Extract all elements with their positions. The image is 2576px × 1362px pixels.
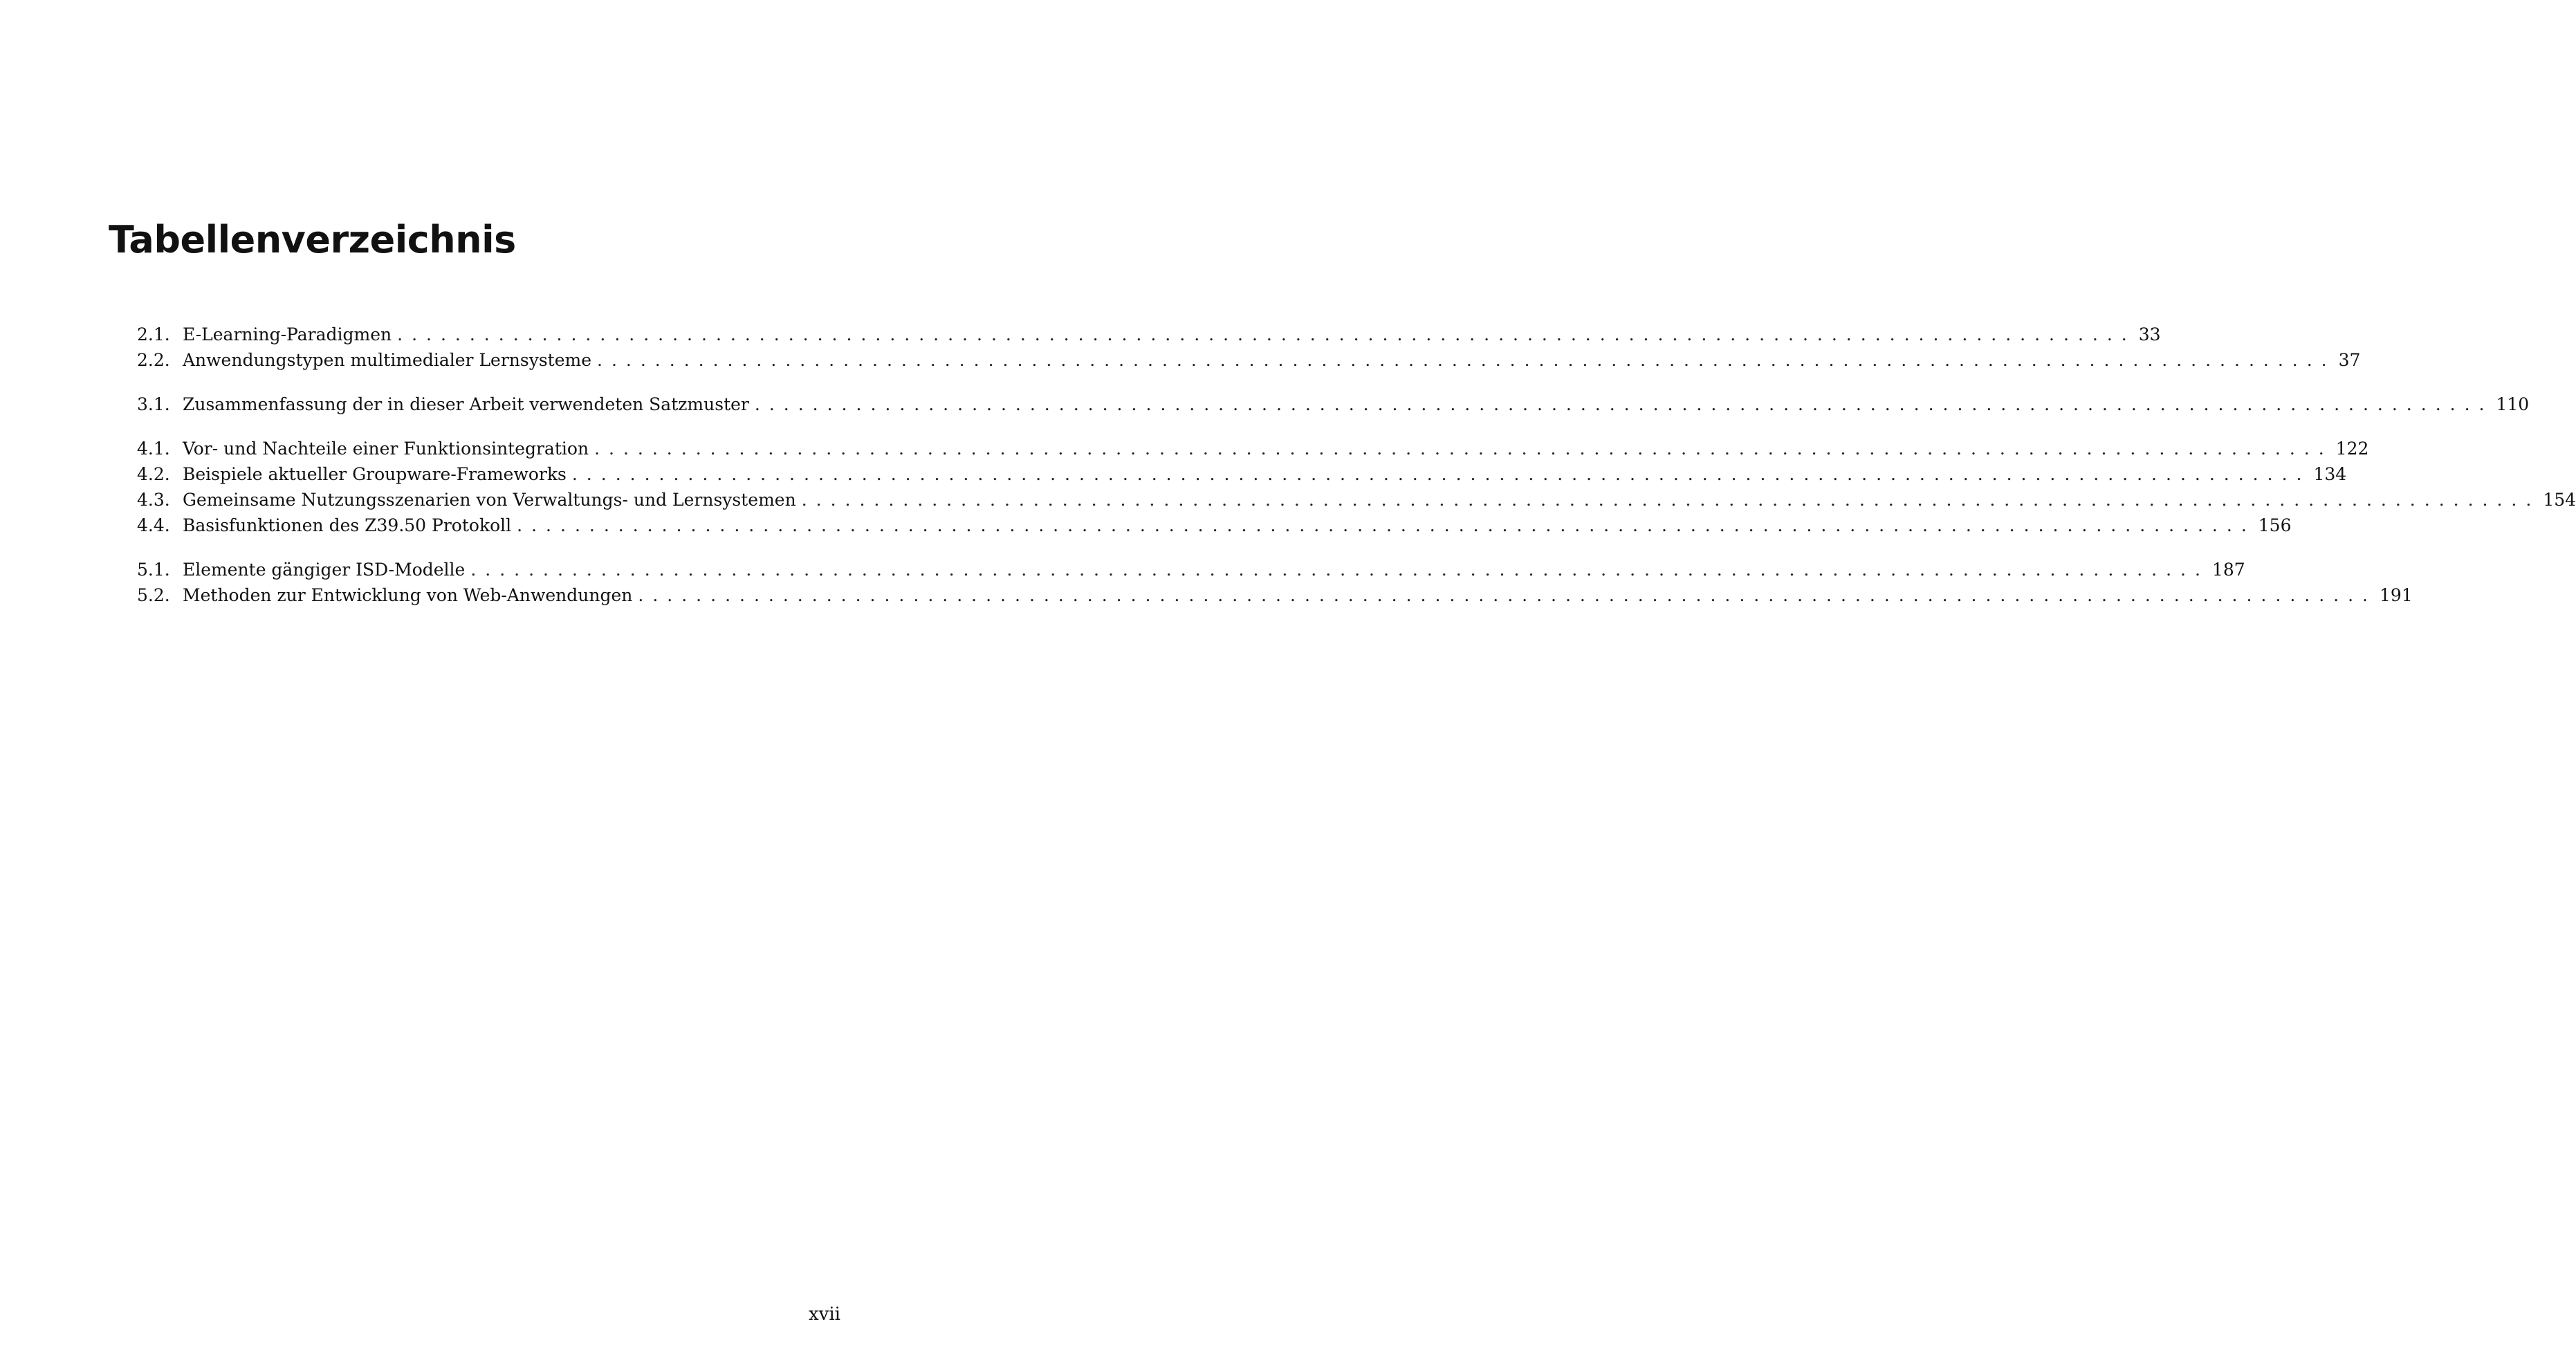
toc-entry-number: 2.2. xyxy=(137,350,170,370)
toc-entry-page: 33 xyxy=(2138,324,2161,344)
toc-entry-title: Methoden zur Entwicklung von Web-Anwendungen xyxy=(183,585,633,605)
toc-entry-title: Basisfunktionen des Z39.50 Protokoll xyxy=(183,515,512,535)
dot-leader: ........................................................................................................................ xyxy=(754,394,2494,414)
toc-entry[interactable] xyxy=(137,322,2161,347)
toc-entry-title: Beispiele aktueller Groupware-Frameworks xyxy=(183,464,567,484)
toc-entry-number: 2.1. xyxy=(137,324,170,344)
toc-entry[interactable] xyxy=(137,392,2530,417)
toc-entry[interactable] xyxy=(137,436,2369,461)
toc-entry-page: 187 xyxy=(2211,560,2245,580)
toc-entry-number: 4.1. xyxy=(137,439,170,459)
toc-group-chapter-5 xyxy=(137,557,2413,608)
toc-entry-page: 191 xyxy=(2380,585,2413,605)
toc-entry[interactable] xyxy=(137,557,2245,582)
toc-entry-page: 110 xyxy=(2496,394,2530,414)
dot-leader: ........................................................................................................................ xyxy=(638,585,2377,605)
toc-entry[interactable] xyxy=(137,513,2292,538)
dot-leader: ........................................................................................................................ xyxy=(517,515,2256,535)
toc-entry-number: 3.1. xyxy=(137,394,170,414)
toc-entry-page: 154 xyxy=(2543,490,2576,510)
toc-entry[interactable] xyxy=(137,347,2361,373)
dot-leader: ........................................................................................................................ xyxy=(397,324,2136,344)
toc-entry[interactable] xyxy=(137,461,2347,487)
toc-group-chapter-3 xyxy=(137,392,2530,417)
toc-entry-page: 134 xyxy=(2313,464,2347,484)
toc-entry-title: Elemente gängiger ISD-Modelle xyxy=(183,560,466,580)
dot-leader: ........................................................................................................................ xyxy=(594,439,2333,459)
list-of-tables xyxy=(137,322,2576,627)
toc-entry-title: Vor- und Nachteile einer Funktionsintegration xyxy=(183,439,589,459)
toc-entry-number: 4.3. xyxy=(137,490,170,510)
toc-entry-title: Zusammenfassung der in dieser Arbeit verwendeten Satzmuster xyxy=(183,394,749,414)
toc-entry-page: 122 xyxy=(2335,439,2369,459)
toc-entry[interactable] xyxy=(137,487,2576,513)
dot-leader: ........................................................................................................................ xyxy=(470,560,2209,580)
dot-leader: ........................................................................................................................ xyxy=(801,490,2541,510)
toc-group-chapter-4 xyxy=(137,436,2576,538)
toc-entry-title: E-Learning-Paradigmen xyxy=(183,324,392,344)
toc-entry-number: 4.2. xyxy=(137,464,170,484)
toc-entry-number: 5.1. xyxy=(137,560,170,580)
page-number: xvii xyxy=(809,1304,840,1325)
page-title: Tabellenverzeichnis xyxy=(109,218,516,261)
toc-entry-number: 5.2. xyxy=(137,585,170,605)
toc-entry-title: Gemeinsame Nutzungsszenarien von Verwaltungs- und Lernsystemen xyxy=(183,490,796,510)
toc-entry-page: 37 xyxy=(2338,350,2361,370)
toc-entry-page: 156 xyxy=(2258,515,2292,535)
toc-group-chapter-2 xyxy=(137,322,2361,373)
toc-entry-number: 4.4. xyxy=(137,515,170,535)
dot-leader: ........................................................................................................................ xyxy=(597,350,2336,370)
toc-entry[interactable] xyxy=(137,582,2413,608)
toc-entry-title: Anwendungstypen multimedialer Lernsysteme xyxy=(183,350,592,370)
dot-leader: ........................................................................................................................ xyxy=(571,464,2311,484)
